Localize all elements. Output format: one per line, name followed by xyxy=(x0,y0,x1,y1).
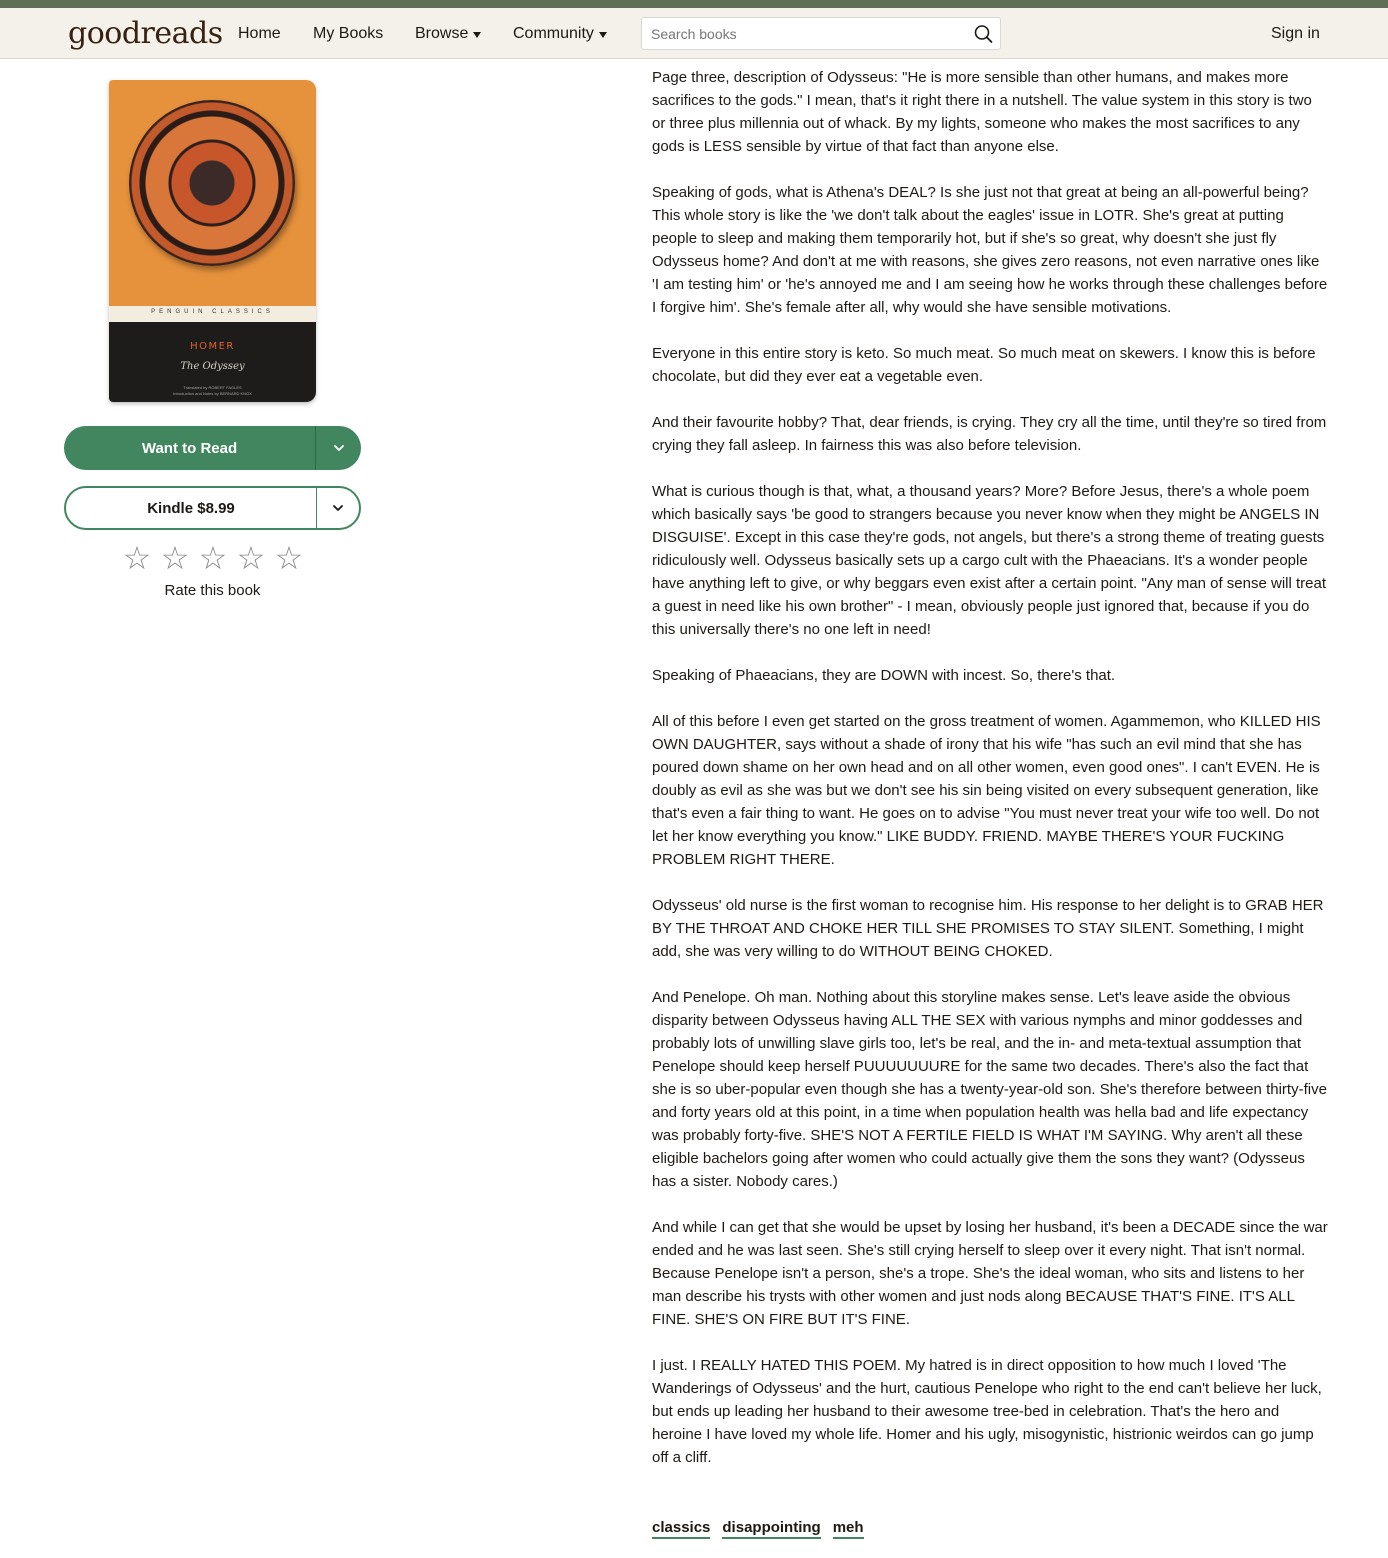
book-cover[interactable] xyxy=(109,80,316,402)
search-icon[interactable] xyxy=(973,24,993,44)
review-paragraph: All of this before I even get started on the gross treatment of women. Agammemon, who KILLED HIS OWN DAUGHTER, says without a shade of irony that his wife "has such an evil mind that she has poured down shame on her own head and on all other women, even good ones". I can't EVEN. He is doubly as evil as she was but we don't see his sin being visited on every subsequent generation, like that's even a fair thing to want. He goes on to advise "You must never treat your wife too well. Do not let her know everything you know." LIKE BUDDY. FRIEND. MAYBE THERE'S YOUR FUCKING PROBLEM RIGHT THERE. xyxy=(652,713,1321,868)
nav-my-books[interactable] xyxy=(313,25,383,43)
star-2-icon[interactable]: ☆ xyxy=(160,539,190,577)
nav-browse-label: Browse xyxy=(415,25,469,42)
site-header xyxy=(0,8,1388,59)
review-paragraph: And Penelope. Oh man. Nothing about this storyline makes sense. Let's leave aside the obvious disparity between Odysseus having ALL THE SEX with various nymphs and minor goddesses and probably lots of unwilling slave girls too, let's be real, and the in- and meta-textual assumption that Penelope should keep herself PUUUUUUURE for the same two decades. There's also the fact that she is so uber-popular even though she has a twenty-year-old son. She's therefore between thirty-five and forty years old at this point, in a time when population health was hella bad and life expectancy was probably forty-five. SHE'S NOT A FERTILE FIELD IS WHAT I'M SAYING. Why aren't all these eligible bachelors going after women who could actually give them the sons they want? (Odysseus has a sister. Nobody cares.) xyxy=(652,989,1327,1190)
star-3-icon[interactable]: ☆ xyxy=(198,539,228,577)
kindle-buy-button[interactable]: Kindle $8.99 xyxy=(66,488,317,528)
chevron-down-icon xyxy=(332,504,344,512)
nav-home-label: Home xyxy=(238,25,281,42)
caret-down-icon xyxy=(473,32,481,38)
nav-browse[interactable] xyxy=(415,25,481,43)
want-to-read-button[interactable]: Want to Read xyxy=(64,426,316,470)
cover-credit-translator: Translated by ROBERT FAGLES xyxy=(183,385,242,390)
review-paragraph: What is curious though is that, what, a thousand years? More? Before Jesus, there's a whole poem which basically says 'be good to strangers because you never know when they might be ANGELS IN DISGUISE'. Except in this case they're gods, not angels, but there's a strong theme of treating guests ridiculously well. Odysseus basically sets up a cargo cult with the Phaeacians. It's a wonder people have anything left to give, or why beggars even exist after a certain point. "Any man of sense will treat a guest in need like his own brother" - I mean, obviously people just ignored that, because if you do this universally there's no one left in need! xyxy=(652,483,1327,638)
review-paragraph: Everyone in this entire story is keto. So much meat. So much meat on skewers. I know this is before chocolate, but did they ever eat a vegetable even. xyxy=(652,345,1316,385)
caret-down-icon xyxy=(599,32,607,38)
rating-stars xyxy=(118,541,308,575)
review-paragraph: Page three, description of Odysseus: "He is more sensible than other humans, and makes more sacrifices to the gods." I mean, that's it right there in a nutshell. The value system in this story is two or three plus millennia out of whack. By my lights, someone who makes the most sacrifices to any gods is LESS sensible by virtue of that fact than anyone else. xyxy=(652,69,1312,155)
star-1-icon[interactable]: ☆ xyxy=(122,539,152,577)
buy-options-dropdown[interactable] xyxy=(317,488,359,528)
nav-home[interactable] xyxy=(238,25,281,43)
search-input[interactable] xyxy=(642,18,972,49)
review-paragraph: And their favourite hobby? That, dear friends, is crying. They cry all the time, until they're so tired from crying they fall asleep. In fairness this was also before television. xyxy=(652,414,1327,454)
shelf-dropdown-button[interactable] xyxy=(316,426,361,470)
sign-in-link[interactable]: Sign in xyxy=(1271,25,1320,42)
cover-author: HOMER xyxy=(190,341,235,352)
cover-title: The Odyssey xyxy=(180,361,245,372)
kindle-group xyxy=(64,486,361,530)
chevron-down-icon xyxy=(333,444,345,452)
cover-plate-illustration xyxy=(129,100,295,266)
review-paragraph: And while I can get that she would be upset by losing her husband, it's been a DECADE since the war ended and he was last seen. She's still crying herself to sleep over it every night. That isn't normal. Because Penelope isn't a person, she's a trope. She's the ideal woman, who sits and listens to her man describe his trysts with other women and just nods along BECAUSE THAT'S FINE. IT'S ALL FINE. SHE'S ON FIRE BUT IT'S FINE. xyxy=(652,1219,1328,1328)
cover-publisher: PENGUIN CLASSICS xyxy=(151,309,274,315)
search-box xyxy=(641,17,1001,50)
review-paragraph: Odysseus' old nurse is the first woman to recognise him. His response to her delight is to GRAB HER BY THE THROAT AND CHOKE HER TILL SHE PROMISES TO STAY SILENT. Something, I might add, she was very willing to do WITHOUT BEING CHOKED. xyxy=(652,897,1324,960)
review-paragraph: Speaking of gods, what is Athena's DEAL? Is she just not that great at being an all-powerful being? This whole story is like the 'we don't talk about the eagles' issue in LOTR. She's great at putting people to sleep and making them temporarily hot, but if she's so great, why doesn't she just fly Odysseus home? And don't at me with reasons, she gives zero reasons, not even narrative ones like 'I am testing him' or 'he's annoyed me and I am seeing how he works through these challenges before I forgive him'. She's female after all, why would she have sensible motivations. xyxy=(652,184,1328,316)
nav-my-books-label: My Books xyxy=(313,25,384,42)
rate-this-book-label: Rate this book xyxy=(164,582,261,599)
goodreads-logo[interactable]: goodreads xyxy=(68,16,223,51)
tag-disappointing[interactable]: disappointing xyxy=(722,1519,820,1539)
want-to-read-group xyxy=(64,426,361,470)
review-tags xyxy=(652,1519,876,1539)
top-accent-strip xyxy=(0,0,1388,8)
nav-community[interactable] xyxy=(513,25,607,43)
review-paragraph: I just. I REALLY HATED THIS POEM. My hatred is in direct opposition to how much I loved 'The Wanderings of Odysseus' and the hurt, cautious Penelope who right to the end can't believe her luck, but ends up leading her husband to their awesome tree-bed in celebration. That's the hero and heroine I have loved my whole life. Homer and his ugly, misogynistic, histrionic weirdos can go jump off a cliff. xyxy=(652,1357,1322,1466)
star-4-icon[interactable]: ☆ xyxy=(236,539,266,577)
star-5-icon[interactable]: ☆ xyxy=(274,539,304,577)
review-paragraph: Speaking of Phaeacians, they are DOWN with incest. So, there's that. xyxy=(652,667,1116,684)
tag-meh[interactable]: meh xyxy=(833,1519,864,1539)
review-text xyxy=(652,66,1328,1492)
cover-credits xyxy=(109,385,316,397)
tag-classics[interactable]: classics xyxy=(652,1519,710,1539)
nav-community-label: Community xyxy=(513,25,594,42)
cover-credit-intro: Introduction and Notes by BERNARD KNOX xyxy=(173,391,252,396)
